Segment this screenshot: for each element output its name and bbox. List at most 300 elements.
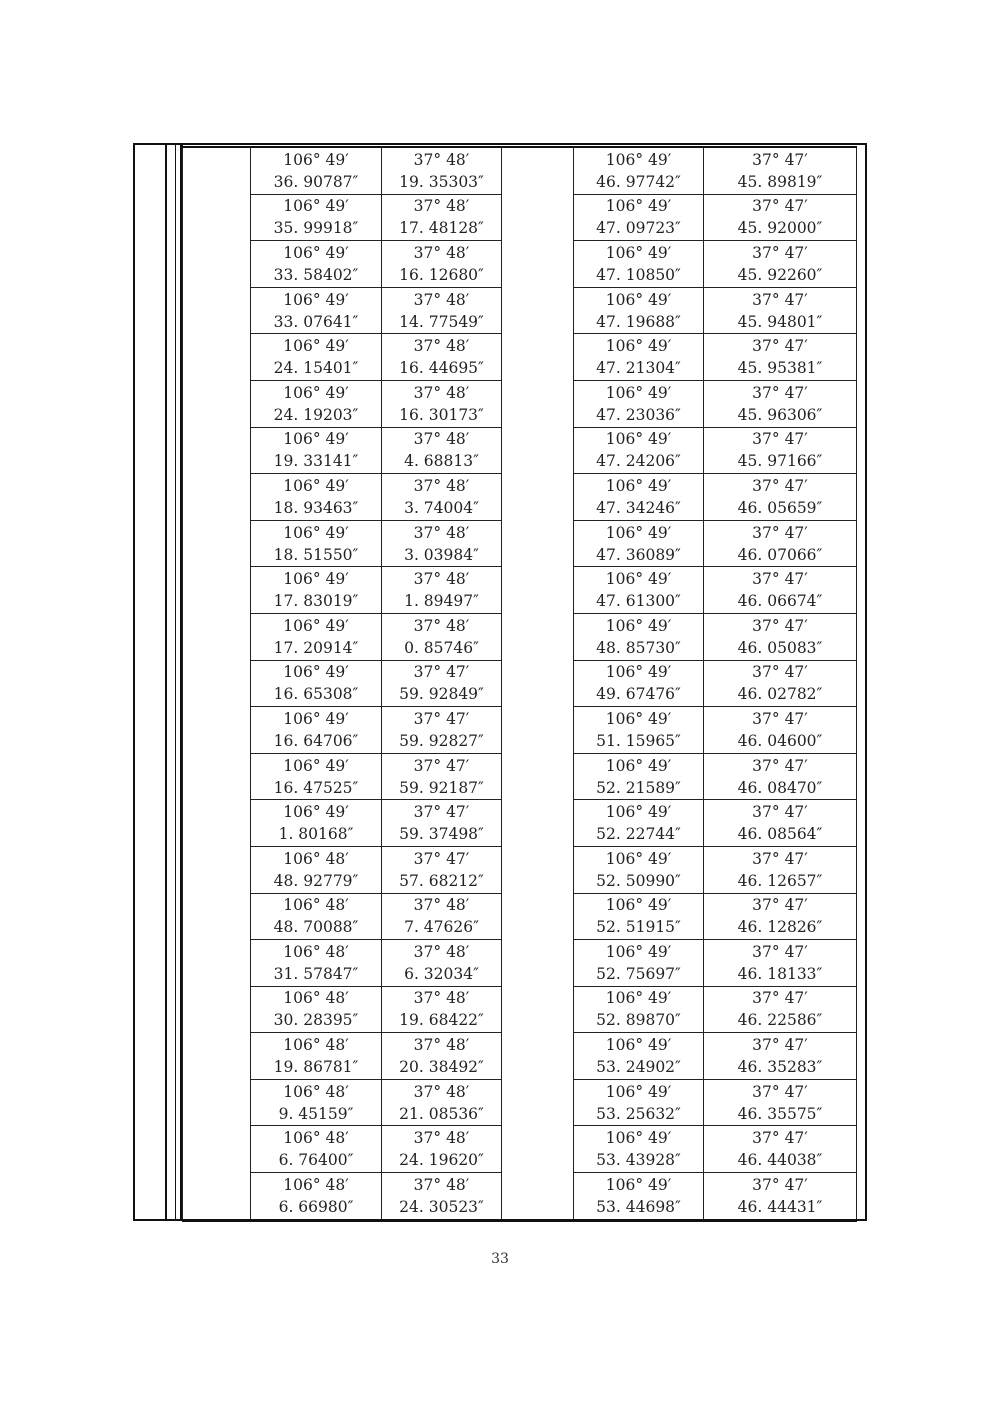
degree-minute-text: 37° 47′ [752, 1175, 808, 1194]
seconds-text: 46. 22586″ [737, 1011, 823, 1030]
degree-minute-text: 37° 47′ [752, 1036, 808, 1055]
seconds-text: 16. 12680″ [399, 265, 484, 284]
table-row [183, 986, 857, 1033]
degree-minute-text: 37° 48′ [413, 570, 470, 589]
empty-cell [502, 1079, 574, 1126]
seconds-text: 57. 68212″ [399, 871, 484, 890]
coordinate-cell [251, 940, 382, 987]
degree-minute-text: 106° 49′ [283, 337, 349, 356]
seconds-text: 52. 51915″ [596, 918, 681, 937]
coordinate-cell [574, 1126, 704, 1173]
empty-cell [183, 660, 251, 707]
empty-cell [183, 474, 251, 521]
seconds-text: 3. 03984″ [404, 545, 479, 564]
coordinate-cell [382, 940, 502, 987]
degree-minute-text: 37° 48′ [413, 1036, 470, 1055]
coordinate-cell [382, 753, 502, 800]
seconds-text: 0. 85746″ [404, 638, 479, 657]
empty-cell [502, 707, 574, 754]
table-row [183, 427, 857, 474]
seconds-text: 49. 67476″ [596, 685, 681, 704]
coordinate-cell [574, 846, 704, 893]
degree-minute-text: 37° 48′ [413, 942, 470, 961]
coordinate-cell [382, 660, 502, 707]
seconds-text: 46. 02782″ [737, 685, 823, 704]
degree-minute-text: 106° 49′ [605, 570, 672, 589]
coordinate-cell [251, 567, 382, 614]
coordinate-cell [704, 147, 857, 194]
degree-minute-text: 106° 48′ [283, 1036, 349, 1055]
degree-minute-text: 37° 47′ [752, 849, 808, 868]
seconds-text: 19. 35303″ [399, 172, 484, 191]
table-row [183, 1126, 857, 1173]
table-row [183, 800, 857, 847]
empty-cell [183, 707, 251, 754]
degree-minute-text: 106° 49′ [283, 616, 349, 635]
degree-minute-text: 37° 47′ [752, 803, 808, 822]
seconds-text: 53. 24902″ [596, 1058, 681, 1077]
degree-minute-text: 106° 49′ [605, 1175, 672, 1194]
empty-cell [502, 800, 574, 847]
seconds-text: 45. 96306″ [737, 405, 823, 424]
coordinate-cell [382, 241, 502, 288]
seconds-text: 59. 37498″ [399, 825, 484, 844]
degree-minute-text: 106° 49′ [283, 430, 349, 449]
coordinate-cell [574, 940, 704, 987]
degree-minute-text: 106° 49′ [605, 942, 672, 961]
empty-cell [502, 940, 574, 987]
seconds-text: 6. 32034″ [404, 964, 479, 983]
degree-minute-text: 37° 48′ [413, 1175, 470, 1194]
coordinate-cell [704, 380, 857, 427]
degree-minute-text: 106° 49′ [283, 709, 349, 728]
degree-minute-text: 106° 49′ [605, 337, 672, 356]
degree-minute-text: 37° 47′ [752, 383, 808, 402]
coordinate-cell [704, 753, 857, 800]
empty-cell [183, 1126, 251, 1173]
empty-cell [502, 520, 574, 567]
coordinate-cell [251, 753, 382, 800]
degree-minute-text: 106° 49′ [283, 197, 349, 216]
coordinate-cell [251, 1173, 382, 1221]
seconds-text: 52. 75697″ [596, 964, 681, 983]
degree-minute-text: 37° 48′ [413, 243, 470, 262]
coordinate-cell [382, 427, 502, 474]
seconds-text: 17. 83019″ [273, 592, 359, 611]
seconds-text: 45. 95381″ [737, 359, 823, 378]
coordinate-cell [704, 707, 857, 754]
table-row [183, 753, 857, 800]
table-row [183, 660, 857, 707]
degree-minute-text: 37° 47′ [413, 663, 470, 682]
empty-cell [502, 986, 574, 1033]
coordinate-cell [574, 241, 704, 288]
seconds-text: 46. 44431″ [737, 1197, 823, 1216]
degree-minute-text: 37° 47′ [752, 709, 808, 728]
degree-minute-text: 106° 49′ [605, 616, 672, 635]
seconds-text: 51. 15965″ [596, 731, 681, 750]
seconds-text: 45. 89819″ [737, 172, 823, 191]
seconds-text: 31. 57847″ [273, 964, 359, 983]
coordinate-cell [382, 474, 502, 521]
seconds-text: 48. 85730″ [596, 638, 681, 657]
degree-minute-text: 37° 47′ [752, 243, 808, 262]
coordinate-cell [251, 893, 382, 940]
seconds-text: 20. 38492″ [399, 1058, 484, 1077]
degree-minute-text: 37° 47′ [413, 849, 470, 868]
coordinate-cell [382, 520, 502, 567]
coordinate-cell [704, 1079, 857, 1126]
coordinate-cell [382, 334, 502, 381]
degree-minute-text: 106° 49′ [283, 290, 349, 309]
degree-minute-text: 106° 49′ [605, 290, 672, 309]
coordinate-cell [574, 334, 704, 381]
coordinate-cell [382, 707, 502, 754]
coordinate-cell [704, 287, 857, 334]
table-row [183, 287, 857, 334]
empty-cell [502, 427, 574, 474]
seconds-text: 9. 45159″ [278, 1104, 354, 1123]
seconds-text: 47. 61300″ [596, 592, 681, 611]
empty-cell [183, 427, 251, 474]
coordinate-cell [382, 194, 502, 241]
degree-minute-text: 106° 48′ [283, 942, 349, 961]
empty-cell [183, 241, 251, 288]
coordinate-cell [382, 1173, 502, 1221]
seconds-text: 52. 50990″ [596, 871, 681, 890]
degree-minute-text: 37° 48′ [413, 197, 470, 216]
coordinate-cell [251, 707, 382, 754]
degree-minute-text: 106° 49′ [605, 523, 672, 542]
degree-minute-text: 106° 49′ [605, 896, 672, 915]
empty-cell [502, 660, 574, 707]
degree-minute-text: 106° 49′ [605, 150, 672, 169]
coordinate-cell [574, 1173, 704, 1221]
degree-minute-text: 106° 49′ [605, 243, 672, 262]
degree-minute-text: 37° 47′ [752, 942, 808, 961]
seconds-text: 48. 70088″ [273, 918, 359, 937]
empty-cell [502, 1033, 574, 1080]
coordinate-cell [251, 194, 382, 241]
table-row [183, 380, 857, 427]
empty-cell [183, 986, 251, 1033]
seconds-text: 6. 66980″ [278, 1197, 354, 1216]
coordinate-cell [704, 800, 857, 847]
seconds-text: 36. 90787″ [273, 172, 359, 191]
seconds-text: 35. 99918″ [273, 219, 359, 238]
empty-cell [183, 334, 251, 381]
coordinate-cell [251, 474, 382, 521]
seconds-text: 24. 15401″ [273, 359, 359, 378]
empty-cell [183, 893, 251, 940]
coordinate-cell [251, 1033, 382, 1080]
table-row [183, 846, 857, 893]
seconds-text: 46. 08564″ [737, 825, 823, 844]
degree-minute-text: 37° 47′ [752, 570, 808, 589]
coordinate-cell [704, 520, 857, 567]
degree-minute-text: 37° 48′ [413, 523, 470, 542]
degree-minute-text: 106° 48′ [283, 849, 349, 868]
seconds-text: 47. 09723″ [596, 219, 681, 238]
coordinate-cell [574, 1033, 704, 1080]
coordinate-cell [251, 334, 382, 381]
coordinate-cell [704, 660, 857, 707]
table-row [183, 707, 857, 754]
degree-minute-text: 106° 48′ [283, 989, 349, 1008]
degree-minute-text: 37° 48′ [413, 989, 470, 1008]
coordinate-cell [574, 380, 704, 427]
empty-cell [183, 567, 251, 614]
degree-minute-text: 37° 48′ [413, 383, 470, 402]
coordinate-cell [251, 613, 382, 660]
degree-minute-text: 37° 47′ [752, 197, 808, 216]
seconds-text: 46. 44038″ [737, 1151, 823, 1170]
coordinate-cell [382, 893, 502, 940]
table-row [183, 194, 857, 241]
coordinate-cell [251, 846, 382, 893]
degree-minute-text: 37° 48′ [413, 337, 470, 356]
seconds-text: 21. 08536″ [399, 1104, 484, 1123]
coordinate-cell [704, 940, 857, 987]
seconds-text: 17. 48128″ [399, 219, 484, 238]
degree-minute-text: 106° 49′ [283, 756, 349, 775]
seconds-text: 53. 43928″ [596, 1151, 681, 1170]
table-row [183, 613, 857, 660]
coordinate-cell [704, 567, 857, 614]
empty-cell [502, 334, 574, 381]
coordinate-cell [382, 567, 502, 614]
degree-minute-text: 106° 49′ [605, 849, 672, 868]
degree-minute-text: 37° 47′ [413, 709, 470, 728]
seconds-text: 59. 92849″ [399, 685, 484, 704]
degree-minute-text: 37° 47′ [752, 896, 808, 915]
seconds-text: 46. 35283″ [737, 1058, 823, 1077]
empty-cell [502, 1173, 574, 1221]
coordinate-cell [704, 241, 857, 288]
coordinate-cell [574, 893, 704, 940]
empty-cell [502, 1126, 574, 1173]
table-row [183, 334, 857, 381]
degree-minute-text: 37° 47′ [752, 1082, 808, 1101]
degree-minute-text: 37° 47′ [752, 150, 808, 169]
coordinate-cell [251, 147, 382, 194]
coordinate-cell [574, 287, 704, 334]
seconds-text: 19. 33141″ [273, 452, 359, 471]
table-row [183, 567, 857, 614]
seconds-text: 53. 44698″ [596, 1197, 681, 1216]
degree-minute-text: 106° 49′ [605, 476, 672, 495]
empty-cell [502, 287, 574, 334]
coordinate-cell [574, 986, 704, 1033]
coordinate-cell [704, 1033, 857, 1080]
coordinate-cell [574, 427, 704, 474]
seconds-text: 1. 80168″ [278, 825, 354, 844]
coordinate-cell [382, 1079, 502, 1126]
degree-minute-text: 37° 47′ [413, 756, 470, 775]
seconds-text: 7. 47626″ [404, 918, 479, 937]
degree-minute-text: 106° 48′ [283, 1129, 349, 1148]
coordinate-cell [704, 846, 857, 893]
coordinate-cell [251, 520, 382, 567]
coordinate-cell [382, 147, 502, 194]
empty-cell [502, 613, 574, 660]
seconds-text: 47. 36089″ [596, 545, 681, 564]
seconds-text: 3. 74004″ [404, 498, 479, 517]
seconds-text: 24. 30523″ [399, 1197, 484, 1216]
seconds-text: 53. 25632″ [596, 1104, 681, 1123]
coordinate-cell [704, 893, 857, 940]
seconds-text: 1. 89497″ [404, 592, 479, 611]
coordinate-cell [382, 1033, 502, 1080]
degree-minute-text: 37° 48′ [413, 476, 470, 495]
seconds-text: 19. 86781″ [273, 1058, 359, 1077]
degree-minute-text: 106° 49′ [283, 803, 349, 822]
table-column-divider [165, 143, 167, 1221]
seconds-text: 16. 44695″ [399, 359, 484, 378]
degree-minute-text: 37° 47′ [752, 1129, 808, 1148]
coordinate-cell [382, 287, 502, 334]
empty-cell [502, 147, 574, 194]
seconds-text: 47. 23036″ [596, 405, 681, 424]
seconds-text: 45. 92260″ [737, 265, 823, 284]
degree-minute-text: 106° 49′ [283, 243, 349, 262]
table-column-divider [175, 143, 176, 1221]
empty-cell [183, 147, 251, 194]
seconds-text: 47. 19688″ [596, 312, 681, 331]
coordinate-cell [382, 846, 502, 893]
degree-minute-text: 37° 47′ [752, 989, 808, 1008]
seconds-text: 46. 12826″ [737, 918, 823, 937]
degree-minute-text: 106° 48′ [283, 1175, 349, 1194]
coordinate-cell [704, 613, 857, 660]
seconds-text: 45. 97166″ [737, 452, 823, 471]
degree-minute-text: 106° 49′ [605, 1036, 672, 1055]
degree-minute-text: 106° 49′ [283, 383, 349, 402]
coordinate-cell [251, 380, 382, 427]
coordinate-cell [704, 1126, 857, 1173]
table-row [183, 520, 857, 567]
coordinate-cell [382, 380, 502, 427]
degree-minute-text: 37° 47′ [413, 803, 470, 822]
degree-minute-text: 37° 47′ [752, 337, 808, 356]
empty-cell [502, 893, 574, 940]
table-row [183, 893, 857, 940]
seconds-text: 18. 51550″ [273, 545, 359, 564]
coordinate-cell [704, 427, 857, 474]
seconds-text: 18. 93463″ [273, 498, 359, 517]
seconds-text: 16. 64706″ [273, 731, 359, 750]
seconds-text: 46. 35575″ [737, 1104, 823, 1123]
seconds-text: 52. 89870″ [596, 1011, 681, 1030]
table-row [183, 1033, 857, 1080]
seconds-text: 46. 04600″ [737, 731, 823, 750]
degree-minute-text: 106° 49′ [605, 197, 672, 216]
degree-minute-text: 37° 48′ [413, 896, 470, 915]
degree-minute-text: 37° 47′ [752, 663, 808, 682]
coordinate-cell [382, 800, 502, 847]
coordinate-cell [704, 986, 857, 1033]
coordinate-cell [251, 660, 382, 707]
empty-cell [183, 1173, 251, 1221]
coordinate-cell [251, 241, 382, 288]
coordinate-cell [251, 800, 382, 847]
coordinate-cell [574, 1079, 704, 1126]
seconds-text: 45. 92000″ [737, 219, 823, 238]
coordinate-cell [704, 1173, 857, 1221]
table-row [183, 1079, 857, 1126]
degree-minute-text: 37° 48′ [413, 1082, 470, 1101]
degree-minute-text: 106° 49′ [283, 150, 349, 169]
coordinate-cell [574, 147, 704, 194]
empty-cell [502, 846, 574, 893]
empty-cell [502, 753, 574, 800]
seconds-text: 59. 92827″ [399, 731, 484, 750]
coordinate-table [182, 146, 857, 1222]
degree-minute-text: 106° 49′ [605, 709, 672, 728]
seconds-text: 46. 97742″ [596, 172, 681, 191]
seconds-text: 33. 58402″ [273, 265, 359, 284]
empty-cell [502, 474, 574, 521]
degree-minute-text: 37° 48′ [413, 290, 470, 309]
seconds-text: 47. 21304″ [596, 359, 681, 378]
empty-cell [183, 613, 251, 660]
empty-cell [183, 380, 251, 427]
degree-minute-text: 106° 49′ [605, 989, 672, 1008]
coordinate-cell [574, 567, 704, 614]
seconds-text: 16. 47525″ [273, 778, 359, 797]
coordinate-cell [251, 287, 382, 334]
degree-minute-text: 106° 49′ [283, 476, 349, 495]
coordinate-cell [251, 986, 382, 1033]
coordinate-cell [574, 613, 704, 660]
degree-minute-text: 37° 48′ [413, 1129, 470, 1148]
empty-cell [502, 241, 574, 288]
seconds-text: 46. 05659″ [737, 498, 823, 517]
degree-minute-text: 37° 48′ [413, 616, 470, 635]
degree-minute-text: 37° 47′ [752, 756, 808, 775]
coordinate-cell [574, 520, 704, 567]
seconds-text: 33. 07641″ [273, 312, 359, 331]
seconds-text: 52. 21589″ [596, 778, 681, 797]
table-row [183, 241, 857, 288]
empty-cell [183, 846, 251, 893]
degree-minute-text: 37° 47′ [752, 430, 808, 449]
empty-cell [183, 753, 251, 800]
seconds-text: 48. 92779″ [273, 871, 359, 890]
coordinate-cell [382, 613, 502, 660]
coordinate-cell [251, 1126, 382, 1173]
table-row [183, 940, 857, 987]
coordinate-cell [574, 194, 704, 241]
seconds-text: 46. 18133″ [737, 964, 823, 983]
seconds-text: 46. 07066″ [737, 545, 823, 564]
degree-minute-text: 106° 49′ [605, 663, 672, 682]
seconds-text: 4. 68813″ [404, 452, 479, 471]
empty-cell [183, 520, 251, 567]
empty-cell [502, 380, 574, 427]
degree-minute-text: 106° 49′ [605, 430, 672, 449]
seconds-text: 16. 30173″ [399, 405, 484, 424]
coordinate-cell [251, 1079, 382, 1126]
seconds-text: 14. 77549″ [399, 312, 484, 331]
empty-cell [502, 194, 574, 241]
degree-minute-text: 37° 48′ [413, 150, 470, 169]
coordinate-cell [574, 474, 704, 521]
degree-minute-text: 37° 47′ [752, 476, 808, 495]
empty-cell [183, 1033, 251, 1080]
coordinate-cell [704, 194, 857, 241]
degree-minute-text: 106° 49′ [283, 663, 349, 682]
